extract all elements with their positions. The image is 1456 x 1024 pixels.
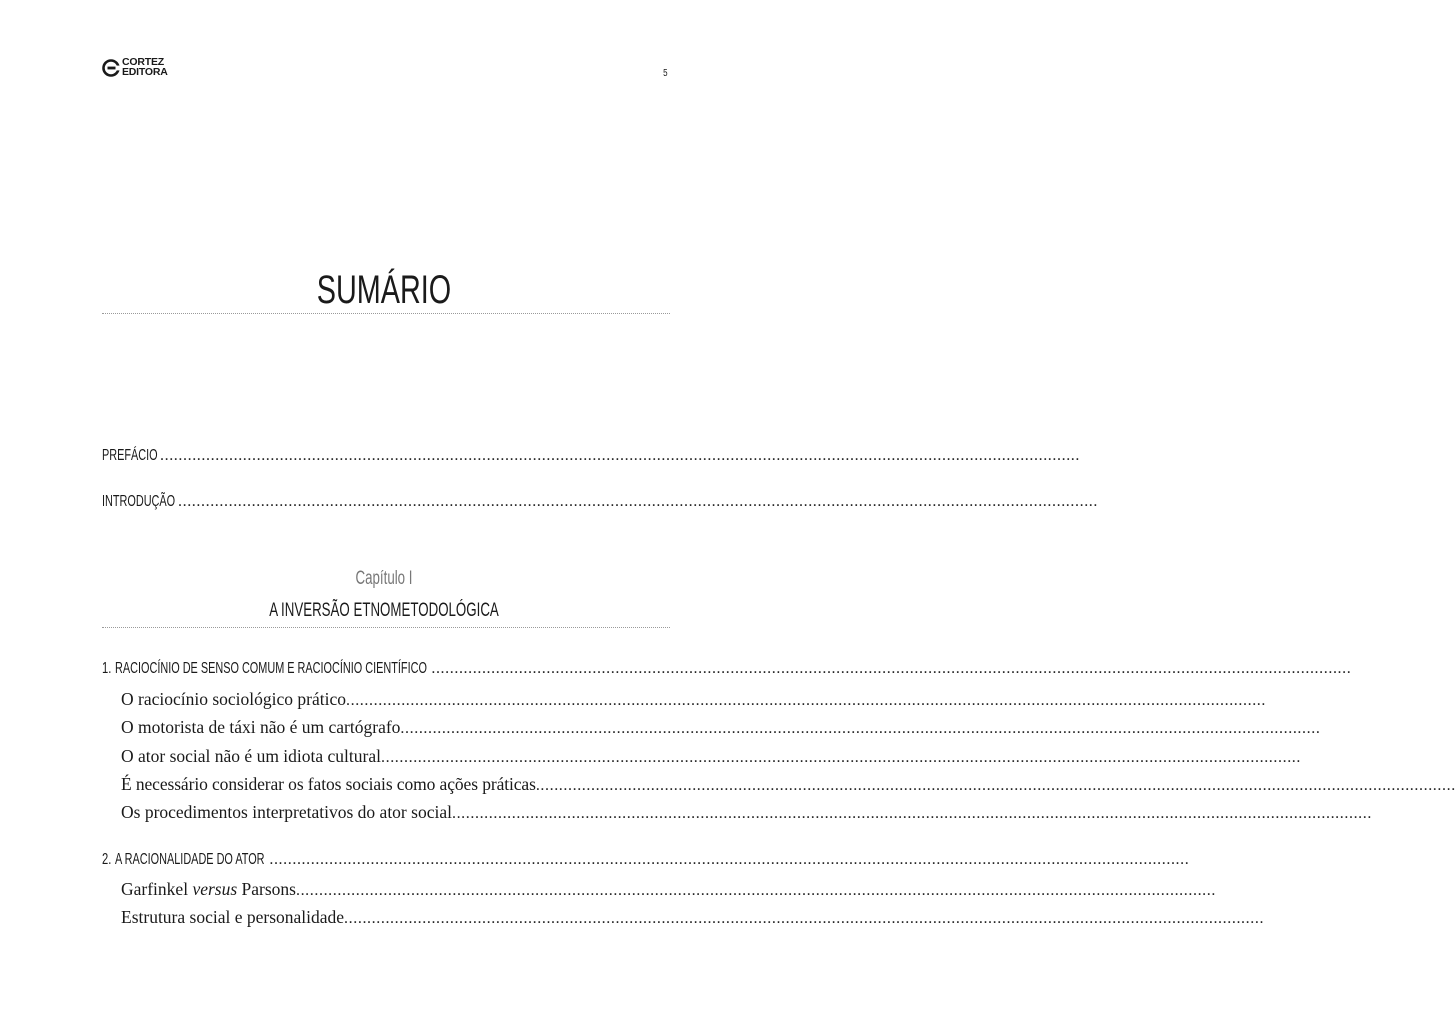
toc-item-label-after: Parsons <box>237 879 296 899</box>
leader-dots: ........................................................................................................................................................................................................ <box>295 882 1216 899</box>
toc-item[interactable] <box>121 907 1265 928</box>
section-title: RACIOCÍNIO DE SENSO COMUM E RACIOCÍNIO CIENTÍFICO <box>115 660 428 677</box>
leader-dots: ........................................................................................................................................................................................................ <box>451 805 1372 822</box>
toc-section-2[interactable] <box>102 851 1190 869</box>
leader-dots: ........................................................................................................................................................................................................ <box>269 851 1190 868</box>
chapter-label: Capítulo I <box>355 568 413 589</box>
toc-section-1[interactable] <box>102 660 1352 678</box>
leader-dots: ........................................................................................................................................................................................................ <box>535 777 1456 794</box>
leader-dots: ........................................................................................................................................................................................................ <box>160 447 1080 464</box>
leader-dots: ........................................................................................................................................................................................................ <box>381 749 1301 766</box>
chapter-divider <box>102 627 670 628</box>
publisher-logo <box>102 58 168 77</box>
page-number: 5 <box>663 68 668 79</box>
section-number: 1. <box>102 660 112 677</box>
toc-item-label: O raciocínio sociológico prático <box>121 689 346 709</box>
toc-item-label: Estrutura social e personalidade <box>121 907 345 927</box>
toc-item-label: O motorista de táxi não é um cartógrafo <box>121 717 401 737</box>
toc-item-label-before: Garfinkel <box>121 879 193 899</box>
toc-entry-label: INTRODUÇÃO <box>102 493 176 510</box>
leader-dots: ........................................................................................................................................................................................................ <box>344 910 1265 927</box>
toc-item-label: Os procedimentos interpretativos do ator social <box>121 802 452 822</box>
chapter-title: A INVERSÃO ETNOMETODOLÓGICA <box>269 600 499 621</box>
toc-entry-preface[interactable] <box>102 447 1080 465</box>
toc-item-label: É necessário considerar os fatos sociais como ações práticas <box>121 774 536 794</box>
toc-item[interactable] <box>121 717 1321 738</box>
toc-entry-introduction[interactable] <box>102 493 1098 511</box>
logo-line-2: EDITORA <box>122 65 168 78</box>
toc-item[interactable] <box>121 689 1266 710</box>
toc-item-label: O ator social não é um idiota cultural <box>121 746 381 766</box>
section-title: A RACIONALIDADE DO ATOR <box>115 851 265 868</box>
toc-entry-label: PREFÁCIO <box>102 447 158 464</box>
leader-dots: ........................................................................................................................................................................................................ <box>346 692 1266 709</box>
toc-item[interactable] <box>121 774 1456 795</box>
leader-dots: ........................................................................................................................................................................................................ <box>178 493 1098 510</box>
toc-item[interactable] <box>121 879 1216 900</box>
cortez-logo-icon <box>102 59 120 77</box>
logo-line-1: CORTEZ <box>122 56 164 68</box>
toc-item-label <box>121 879 296 900</box>
leader-dots: ........................................................................................................................................................................................................ <box>400 720 1321 737</box>
toc-item-label-italic: versus <box>192 879 238 899</box>
section-number: 2. <box>102 851 112 868</box>
toc-item[interactable] <box>121 746 1301 767</box>
toc-item[interactable] <box>121 802 1372 823</box>
title-divider <box>102 313 670 314</box>
page-title: SUMÁRIO <box>316 268 452 312</box>
leader-dots: ........................................................................................................................................................................................................ <box>431 660 1352 677</box>
